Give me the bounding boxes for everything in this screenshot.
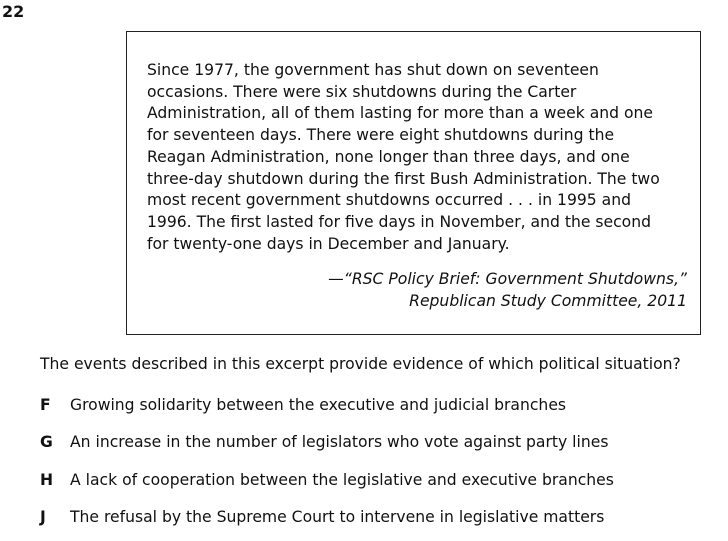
choice-text: A lack of cooperation between the legislative and executive branches [70,471,614,489]
excerpt-citation [328,269,687,312]
answer-choice-j[interactable] [40,507,604,527]
choice-text: The refusal by the Supreme Court to intervene in legislative matters [70,508,605,526]
question-prompt: The events described in this excerpt provide evidence of which political situation? [40,355,681,373]
choice-text: Growing solidarity between the executive and judicial branches [70,396,567,414]
choice-letter: F [40,396,51,414]
choice-letter: J [40,508,46,526]
choice-letter: G [40,433,53,451]
question-number: 22 [2,2,25,21]
citation-source: Republican Study Committee, 2011 [409,291,687,310]
excerpt-text: Since 1977, the government has shut down on seventeen occasions. There were six shutdowns during the Carter Administration, all of them lasting for more than a week and one for seventeen days. There were eight shutdowns during the Reagan Administration, none longer than three days, and one three-day shutdown during the first Bush Administration. The two most recent government shutdowns occurred . . . in 1995 and 1996. The first lasted for five days in November, and the second for twenty-one days in December and January. [147,61,660,253]
answer-choice-h[interactable] [40,470,614,490]
excerpt-box [126,31,701,335]
answer-choice-g[interactable] [40,432,608,452]
choice-text: An increase in the number of legislators who vote against party lines [70,433,609,451]
answer-choice-f[interactable] [40,395,566,415]
choice-letter: H [40,471,54,489]
citation-title: —“RSC Policy Brief: Government Shutdowns,” [328,270,687,288]
